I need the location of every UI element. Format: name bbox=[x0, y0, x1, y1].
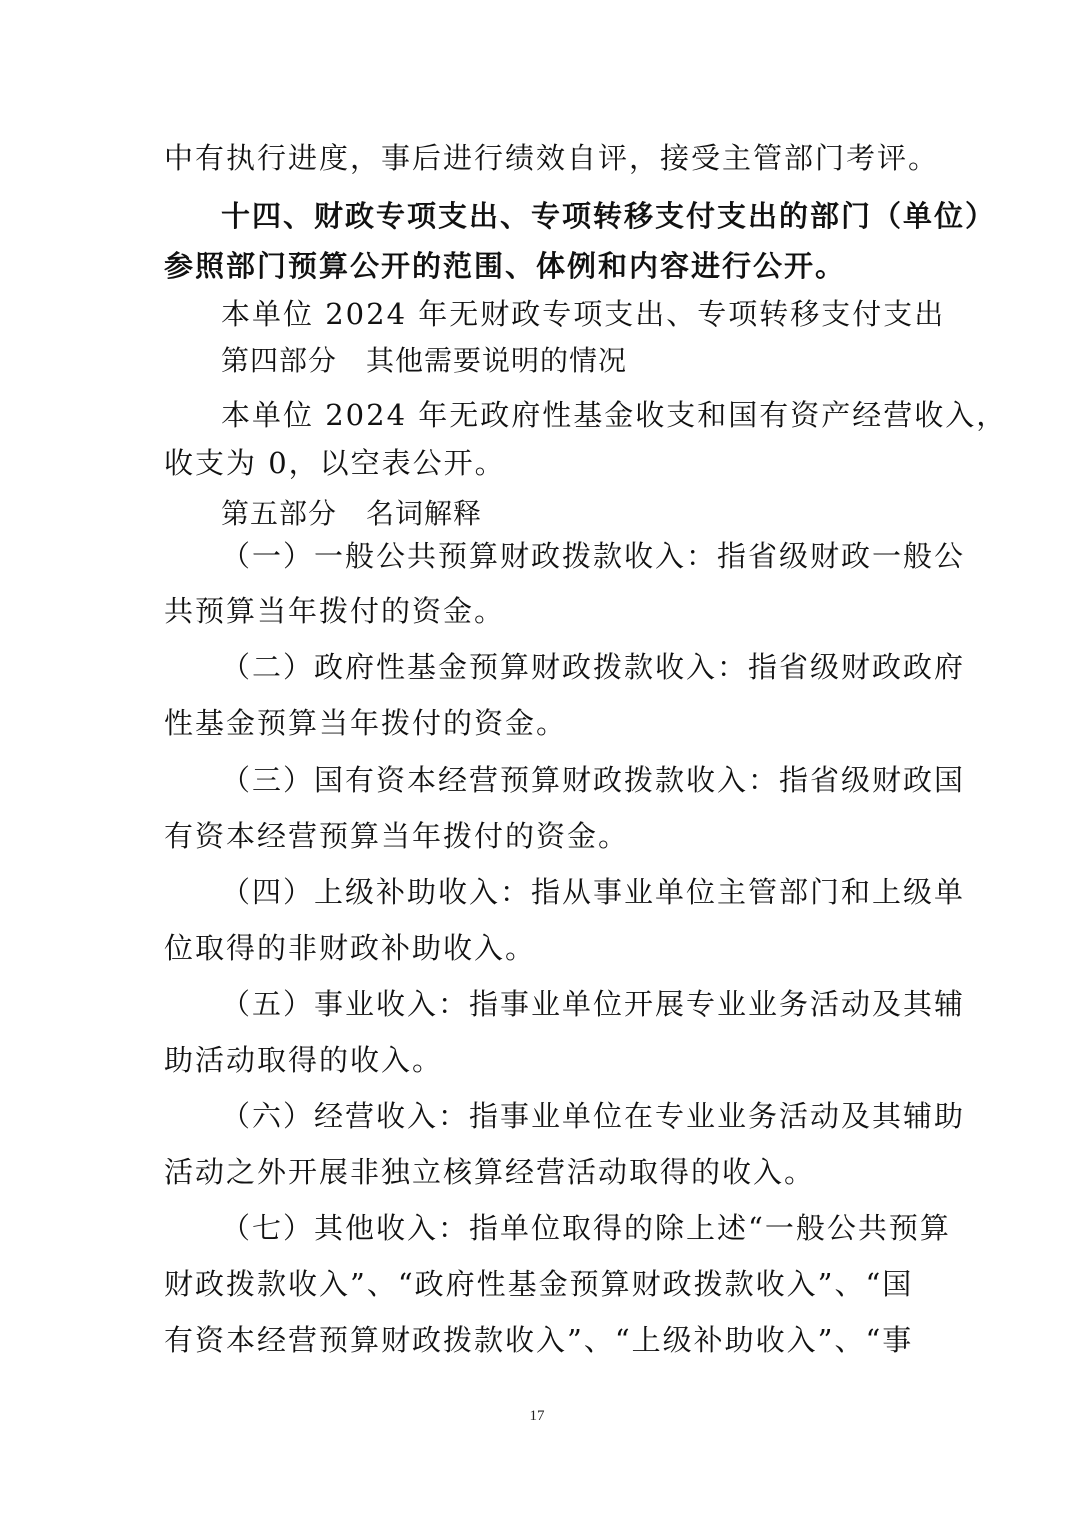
section-14-heading-line-2: 参照部门预算公开的范围、体例和内容进行公开。 bbox=[164, 249, 847, 283]
term-7-line-2: 财政拨款收入”、“政府性基金预算财政拨款收入”、“国 bbox=[164, 1267, 914, 1301]
text-line-7: 收支为 0，以空表公开。 bbox=[164, 446, 506, 480]
term-6-line-1: （六）经营收入：指事业单位在专业业务活动及其辅助 bbox=[221, 1099, 966, 1133]
term-4-line-1: （四）上级补助收入：指从事业单位主管部门和上级单 bbox=[221, 875, 966, 909]
term-1-line-2: 共预算当年拨付的资金。 bbox=[164, 594, 506, 628]
page-number: 17 bbox=[529, 1408, 545, 1424]
part-5-heading: 第五部分 名词解释 bbox=[221, 497, 483, 530]
term-5-line-2: 助活动取得的收入。 bbox=[164, 1043, 444, 1077]
term-3-line-1: （三）国有资本经营预算财政拨款收入：指省级财政国 bbox=[221, 763, 966, 797]
term-1-line-1: （一）一般公共预算财政拨款收入：指省级财政一般公 bbox=[221, 539, 966, 573]
term-7-line-3: 有资本经营预算财政拨款收入”、“上级补助收入”、“事 bbox=[164, 1323, 914, 1357]
term-2-line-1: （二）政府性基金预算财政拨款收入：指省级财政政府 bbox=[221, 650, 966, 684]
text-line-4: 本单位 2024 年无财政专项支出、专项转移支付支出 bbox=[221, 297, 946, 331]
term-4-line-2: 位取得的非财政补助收入。 bbox=[164, 931, 537, 965]
text-line-1: 中有执行进度，事后进行绩效自评，接受主管部门考评。 bbox=[164, 141, 940, 175]
term-3-line-2: 有资本经营预算当年拨付的资金。 bbox=[164, 819, 630, 853]
part-4-heading: 第四部分 其他需要说明的情况 bbox=[221, 344, 628, 377]
text-line-6: 本单位 2024 年无政府性基金收支和国有资产经营收入， bbox=[221, 398, 1008, 432]
section-14-heading-line-1: 十四、财政专项支出、专项转移支付支出的部门（单位） bbox=[221, 199, 997, 233]
term-6-line-2: 活动之外开展非独立核算经营活动取得的收入。 bbox=[164, 1155, 816, 1189]
term-2-line-2: 性基金预算当年拨付的资金。 bbox=[164, 706, 568, 740]
term-5-line-1: （五）事业收入：指事业单位开展专业业务活动及其辅 bbox=[221, 987, 966, 1021]
term-7-line-1: （七）其他收入：指单位取得的除上述“一般公共预算 bbox=[221, 1211, 951, 1245]
